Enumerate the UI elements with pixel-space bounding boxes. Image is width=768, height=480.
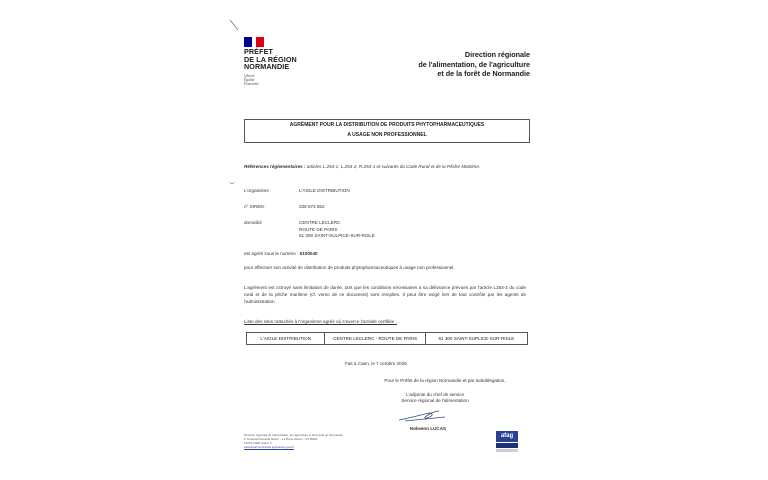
logo-line: NORMANDIE (244, 62, 290, 72)
footer-website-link[interactable]: www.draaf.normandie.agriculture.gouv.fr (244, 445, 295, 449)
signatory-role (365, 392, 505, 404)
afag-certification-badge (496, 431, 518, 455)
domicile-label: domicilié (244, 220, 262, 225)
address-line: 61 300 SAINT-SULPICE-SUR-RISLE (299, 233, 375, 239)
title-line-1: AGRÉMENT POUR LA DISTRIBUTION DE PRODUITS PHYTOPHARMACEUTIQUES (289, 122, 485, 128)
handwritten-signature (395, 408, 455, 424)
motto-line: Fraternité (244, 82, 259, 87)
sites-heading: Liste des sites rattachés à l'organisme agréé où s'exerce l'activité certifiée : (244, 319, 397, 324)
title-line-2: A USAGE NON PROFESSIONNEL (347, 132, 427, 138)
document-page (215, 8, 555, 476)
address-block (299, 220, 375, 240)
siren-label: n° SIREN : (244, 204, 267, 209)
direction-line: Direction régionale (464, 50, 530, 59)
organisme-value: L'AIGLE DISTRIBUTION (299, 188, 350, 193)
address-line: ROUTE DE PARIS (299, 226, 338, 232)
signatory-name: Nolwenn LUCAS (409, 426, 447, 431)
site-city-cell: 61 300 SAINT-SUPLICE-SUR-RISLE (438, 336, 515, 341)
conditions-paragraph: L'agrément est octroyé sans limitation de durée, tant que les conditions nécessaires à sa délivrance prévues par l'article L254-2 du code rural et de la pêche maritime (cf. verso de ce document) sont remplies. Il peut être exigé lors de tout contrôle par les agents de l'administration. (244, 285, 526, 304)
agrement-number: 6100040 (299, 251, 318, 256)
marianne-flag-icon (244, 37, 264, 47)
role-line: Service régional de l'alimentation (401, 398, 469, 403)
republic-motto (244, 74, 259, 87)
siren-value: 338 873 552 (299, 204, 325, 209)
activity-paragraph: pour effectuer son activité de distribution de produits phytopharmaceutiques à usage non professionnel. (244, 265, 455, 270)
site-name-cell: L'AIGLE DISTRIBUTION (247, 333, 325, 344)
agrement-number-line (244, 251, 318, 258)
organisme-label: L'organisme : (244, 188, 272, 193)
document-title-box (244, 119, 530, 143)
references-label: Références réglementaires : (244, 164, 306, 169)
motto-line: Égalité (244, 78, 255, 83)
site-address-cell: CENTRE LECLERC - ROUTE DE PARIS (325, 333, 425, 344)
logo-line: PRÉFET (244, 47, 273, 56)
agrement-prefix: est agréé sous le numéro : (244, 251, 299, 256)
address-line: CENTRE LECLERC (299, 220, 341, 225)
issuing-direction (370, 50, 530, 79)
direction-line: et de la forêt de Normandie (437, 69, 530, 79)
role-line: L'adjointe du chef de service (405, 392, 465, 397)
direction-line: de l'alimentation, de l'agriculture (418, 59, 530, 69)
place-date: Fait à Caen, le 7 octobre 2025 (345, 361, 407, 366)
references-text: articles L.254-1, L.254-2, R.254-1 et suivants du Code Rural et de la Pêche Maritime. (306, 164, 481, 169)
footer-line: 14070 CAEN Cedex 5 (244, 441, 272, 445)
prefet-logo-title (244, 48, 297, 71)
regulatory-references (244, 163, 526, 170)
corner-mark (229, 18, 239, 30)
sites-table-row (246, 332, 528, 345)
footer-line: 6, boulevard Général Vanier – La Pierre Heuzé – CS 95181 (244, 437, 318, 441)
logo-line: DE LA RÉGION (244, 54, 297, 64)
delegation-line: Pour le Préfet de la région Normandie et par subdélégation, (384, 378, 506, 383)
afag-badge-label: afag (496, 431, 518, 442)
motto-line: Liberté (244, 74, 255, 78)
footer-line: Direction régionale de l'alimentation, de l'agriculture et de la forêt de Normandie (244, 433, 343, 437)
margin-mark (229, 180, 235, 184)
footer-address (244, 433, 344, 449)
